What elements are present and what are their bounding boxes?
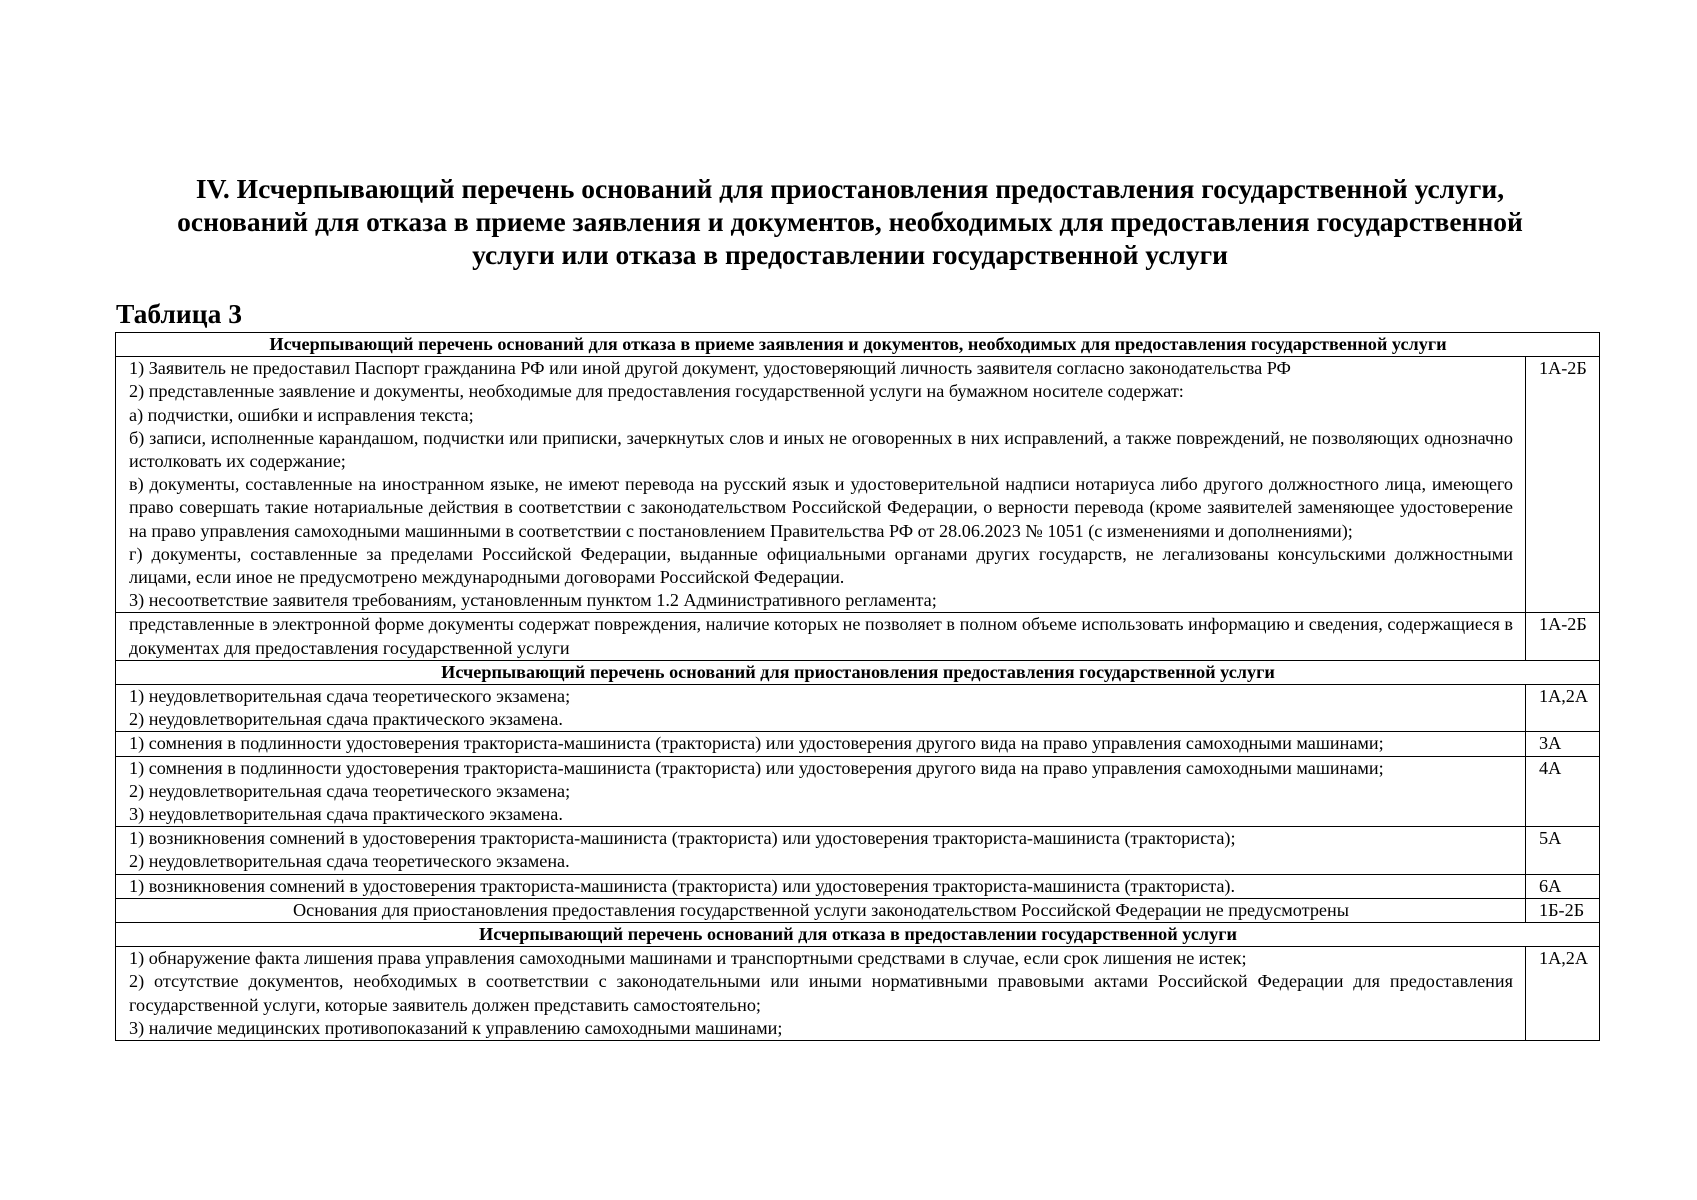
grounds-line: 3) неудовлетворительная сдача практического экзамена. (129, 804, 563, 825)
section-heading (120, 172, 1580, 271)
table-row (116, 898, 1600, 922)
grounds-line: б) записи, исполненные карандашом, подчистки или приписки, зачеркнутых слов и иных не оговоренных в них исправлений, а также повреждений, не позволяющих однозначно истолковать их содержание; (129, 427, 1513, 472)
code-cell: 4А (1526, 756, 1600, 827)
grounds-line: 3) несоответствие заявителя требованиям, установленным пунктом 1.2 Административного регламента; (129, 590, 937, 611)
grounds-line: 2) представленные заявление и документы, необходимые для предоставления государственной услуги на бумажном носителе содержат: (129, 381, 1184, 402)
grounds-cell (116, 947, 1526, 1041)
grounds-cell (116, 732, 1526, 756)
heading-line-3: услуги или отказа в предоставлении государственной услуги (472, 239, 1228, 270)
grounds-cell (116, 613, 1526, 660)
grounds-line: 1) Заявитель не предоставил Паспорт гражданина РФ или иной другой документ, удостоверяющий личность заявителя согласно законодательства РФ (129, 358, 1291, 379)
section-header-row (116, 923, 1600, 947)
code-cell: 1Б-2Б (1526, 898, 1600, 922)
grounds-line: представленные в электронной форме документы содержат повреждения, наличие которых не позволяет в полном объеме использовать информацию и сведения, содержащиеся в документах для предоставления государственной услуги (129, 614, 1513, 658)
section-header-row (116, 660, 1600, 684)
code-cell: 6А (1526, 874, 1600, 898)
code-cell: 3А (1526, 732, 1600, 756)
grounds-line: 1) возникновения сомнений в удостоверения тракториста-машиниста (тракториста) или удостоверения тракториста-машиниста (тракториста). (129, 875, 1236, 896)
grounds-line: 2) отсутствие документов, необходимых в соответствии с законодательными или иными нормативными правовыми актами Российской Федерации для предоставления государственной услуги, которые заявитель должен представить самостоятельно; (129, 971, 1513, 1015)
grounds-line: 1) сомнения в подлинности удостоверения тракториста-машиниста (тракториста) или удостоверения другого вида на право управления самоходными машинами; (129, 733, 1384, 754)
table-row (116, 732, 1600, 756)
grounds-table (115, 332, 1600, 1041)
grounds-cell (116, 756, 1526, 827)
grounds-line: Основания для приостановления предоставления государственной услуги законодательством Российской Федерации не предусмотрены (293, 899, 1349, 920)
heading-line-1: IV. Исчерпывающий перечень оснований для приостановления предоставления государственной услуги, (195, 173, 1505, 204)
code-cell: 5А (1526, 827, 1600, 874)
grounds-line: 1) неудовлетворительная сдача теоретического экзамена; (129, 686, 571, 707)
grounds-line: в) документы, составленные на иностранном языке, не имеют перевода на русский язык и удостоверительной надписи нотариуса либо другого должностного лица, имеющего право совершать такие нотариальные действия в соответствии с законодательством Российской Федерации, о верности перевода (кроме заявителей заменяющее удостоверение на право управления самоходными машинными в соответствии с постановлением Правительства РФ от 28.06.2023 № 1051 (с изменениями и дополнениями); (129, 474, 1513, 541)
table-caption: Таблица 3 (116, 298, 242, 329)
code-cell: 1А-2Б (1526, 357, 1600, 613)
grounds-cell (116, 827, 1526, 874)
section-header-row (116, 333, 1600, 357)
code-cell: 1А,2А (1526, 947, 1600, 1041)
heading-line-2: оснований для отказа в приеме заявления и документов, необходимых для предоставления государственной (177, 206, 1523, 237)
code-cell: 1А-2Б (1526, 613, 1600, 660)
grounds-line: 3) наличие медицинских противопоказаний к управлению самоходными машинами; (129, 1017, 783, 1038)
section-header: Исчерпывающий перечень оснований для отказа в предоставлении государственной услуги (116, 923, 1600, 947)
table-row (116, 357, 1600, 613)
grounds-cell (116, 874, 1526, 898)
table-row (116, 827, 1600, 874)
code-cell: 1А,2А (1526, 685, 1600, 732)
grounds-line: 2) неудовлетворительная сдача теоретического экзамена. (129, 851, 570, 872)
grounds-line: 1) возникновения сомнений в удостоверения тракториста-машиниста (тракториста) или удостоверения тракториста-машиниста (тракториста); (129, 828, 1236, 849)
grounds-cell (116, 357, 1526, 613)
section-header: Исчерпывающий перечень оснований для отказа в приеме заявления и документов, необходимых для предоставления государственной услуги (116, 333, 1600, 357)
table-row (116, 756, 1600, 827)
table-row (116, 685, 1600, 732)
grounds-line: а) подчистки, ошибки и исправления текста; (129, 404, 474, 425)
grounds-line: г) документы, составленные за пределами Российской Федерации, выданные официальными органами других государств, не легализованы консульскими должностными лицами, если иное не предусмотрено международными договорами Российской Федерации. (129, 543, 1513, 588)
grounds-line: 2) неудовлетворительная сдача теоретического экзамена; (129, 780, 571, 801)
grounds-cell (116, 898, 1526, 922)
table-row (116, 874, 1600, 898)
table-row (116, 613, 1600, 660)
table-row (116, 947, 1600, 1041)
grounds-cell (116, 685, 1526, 732)
grounds-line: 1) сомнения в подлинности удостоверения тракториста-машиниста (тракториста) или удостоверения другого вида на право управления самоходными машинами; (129, 757, 1384, 778)
grounds-line: 1) обнаружение факта лишения права управления самоходными машинами и транспортными средствами в случае, если срок лишения не истек; (129, 948, 1247, 969)
section-header: Исчерпывающий перечень оснований для приостановления предоставления государственной услуги (116, 660, 1600, 684)
grounds-line: 2) неудовлетворительная сдача практического экзамена. (129, 709, 563, 730)
